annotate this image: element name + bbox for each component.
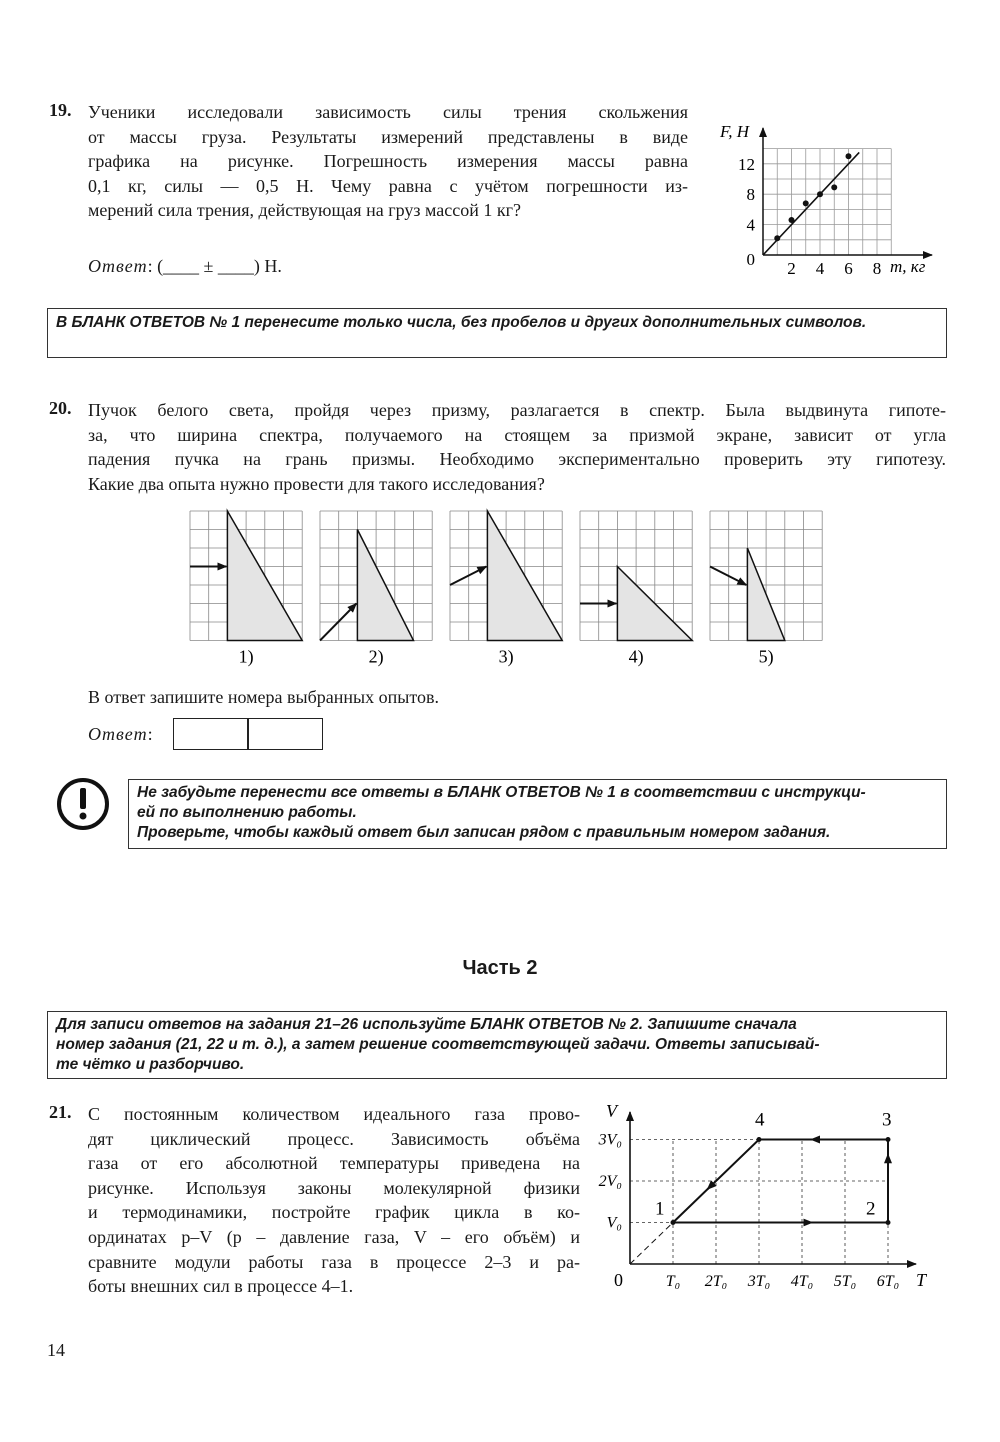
text-line: падения пучка на грань призмы. Необходимо экспериментально проверить эту гипотезу. [88,449,946,470]
v-tick-label: V₀ [606,1214,622,1232]
experiment-label: 2) [368,646,384,667]
text-line: мерений сила трения, действующая на груз массой 1 кг? [88,200,521,221]
exclamation-circle-icon [55,776,111,832]
state-label: 2 [866,1198,876,1220]
text-line: газа от его абсолютной температуры приведена на [88,1153,580,1174]
experiment-label: 4) [628,646,644,667]
write-instruction: В ответ запишите номера выбранных опытов. [88,687,439,707]
answer-cell-1[interactable] [173,718,249,750]
y-axis-label: F, Н [720,122,749,141]
instruction-line: Для записи ответов на задания 21–26 используйте БЛАНК ОТВЕТОВ № 2. Запишите сначала [56,1016,797,1033]
t-tick-label: T₀ [665,1273,681,1290]
experiment-4[interactable] [579,505,695,675]
data-point [774,235,780,241]
text-line: Пучок белого света, пройдя через призму, разлагается в спектр. Была выдвинута гипоте- [88,400,946,420]
v-axis-label: V [606,1101,617,1121]
answer-label: Ответ [88,256,148,276]
v-tick-label: 2V₀ [598,1173,622,1190]
text-line: ординатах p–V (p – давление газа, V – его объём) и [88,1226,580,1247]
direction-arrow [707,1184,713,1190]
origin-label: 0 [746,250,755,269]
state-label: 3 [882,1109,892,1131]
v-tick-label: 3V₀ [598,1131,622,1149]
reminder-line: Не забудьте перенести все ответы в БЛАНК ОТВЕТОВ № 1 в соответствии с инструкци- [137,784,866,801]
question-19-answer [88,256,282,277]
reminder-box [128,779,947,849]
page-number: 14 [47,1340,65,1360]
experiment-label: 5) [758,646,774,667]
text-line: от массы груза. Результаты измерений представлены в виде [88,126,688,147]
data-point [803,200,809,206]
experiment-2[interactable] [319,505,435,675]
text-line: рисунке. Используя законы молекулярной физики [88,1177,580,1198]
experiment-3[interactable] [449,505,565,675]
y-tick-label: 4 [746,215,755,235]
experiment-label: 1) [238,646,254,667]
experiment-1[interactable] [189,505,305,675]
text-line: за, что ширина спектра, получаемого на стоящем за призмой экране, зависит от угла [88,424,946,445]
y-tick-label: 8 [746,185,755,205]
question-19-text [88,100,688,223]
state-label: 1 [655,1198,665,1220]
text-line: и термодинамики, постройте график цикла в ко- [88,1202,580,1223]
t-axis-label: T [916,1270,927,1290]
question-20-answer-label: Ответ: [88,724,153,744]
text-line: С постоянным количеством идеального газа прово- [88,1104,580,1124]
text-line: дят циклический процесс. Зависимость объёма [88,1128,580,1149]
x-tick-label: 6 [844,259,853,278]
light-beam-arrow [450,567,486,586]
instruction-box-answer-sheet-1: В БЛАНК ОТВЕТОВ № 1 перенесите только числа, без пробелов и других дополнительных символов. [47,308,947,358]
t-tick-label: 2T₀ [704,1273,728,1290]
instruction-box-answer-sheet-2 [47,1011,947,1079]
t-tick-label: 4T₀ [790,1273,814,1290]
experiment-5[interactable] [709,505,825,675]
friction-force-vs-mass-graph [700,110,950,285]
data-point [789,217,795,223]
state-point [886,1220,891,1225]
data-point [817,191,823,197]
question-19-number: 19. [49,100,72,120]
state-label: 4 [755,1109,765,1131]
state-point [671,1220,676,1225]
question-21-text [88,1102,580,1299]
extrapolation-line [630,1223,673,1265]
question-20-text [88,398,946,496]
answer-cell-2[interactable] [247,718,323,750]
volume-vs-temperature-graph [590,1100,940,1300]
origin-label: 0 [614,1270,623,1290]
answer-field[interactable]: : (____ ± ____) Н. [147,256,282,276]
state-point [757,1137,762,1142]
data-point [831,184,837,190]
text-line: графика на рисунке. Погрешность измерения массы равна [88,151,688,172]
text-line: 0,1 кг, силы — 0,5 Н. Чему равна с учётом погрешности из- [88,175,688,196]
experiment-label: 3) [498,646,514,667]
part-title: Часть 2 [462,957,538,979]
question-20-number: 20. [49,398,72,418]
text-line: Ученики исследовали зависимость силы трения скольжения [88,102,688,122]
question-21-number: 21. [49,1102,72,1122]
x-tick-label: 8 [872,259,882,278]
reminder-line: Проверьте, чтобы каждый ответ был записан рядом с правильным номером задания. [137,824,831,841]
t-tick-label: 6T₀ [876,1273,900,1290]
data-point [846,153,852,159]
instruction-line: номер задания (21, 22 и т. д.), а затем решение соответствующей задачи. Ответы записывай- [56,1036,820,1053]
y-tick-label: 12 [738,154,755,174]
answer-label: Ответ [88,724,148,744]
text-line: Какие два опыта нужно провести для такого исследования? [88,473,545,494]
prism-experiments [185,505,835,675]
x-tick-label: 2 [787,259,796,278]
x-axis-label: m, кг [890,257,926,276]
t-tick-label: 5T₀ [833,1273,857,1290]
instruction-line: те чётко и разборчиво. [56,1056,245,1073]
x-tick-label: 4 [815,259,825,278]
text-line: боты внешних сил в процессе 4–1. [88,1276,354,1297]
light-beam-arrow [710,567,746,586]
t-tick-label: 3T₀ [747,1273,771,1290]
reminder-line: ей по выполнению работы. [137,804,357,821]
text-line: сравните модули работы газа в процессе 2–3 и ра- [88,1251,580,1272]
state-point [886,1137,891,1142]
